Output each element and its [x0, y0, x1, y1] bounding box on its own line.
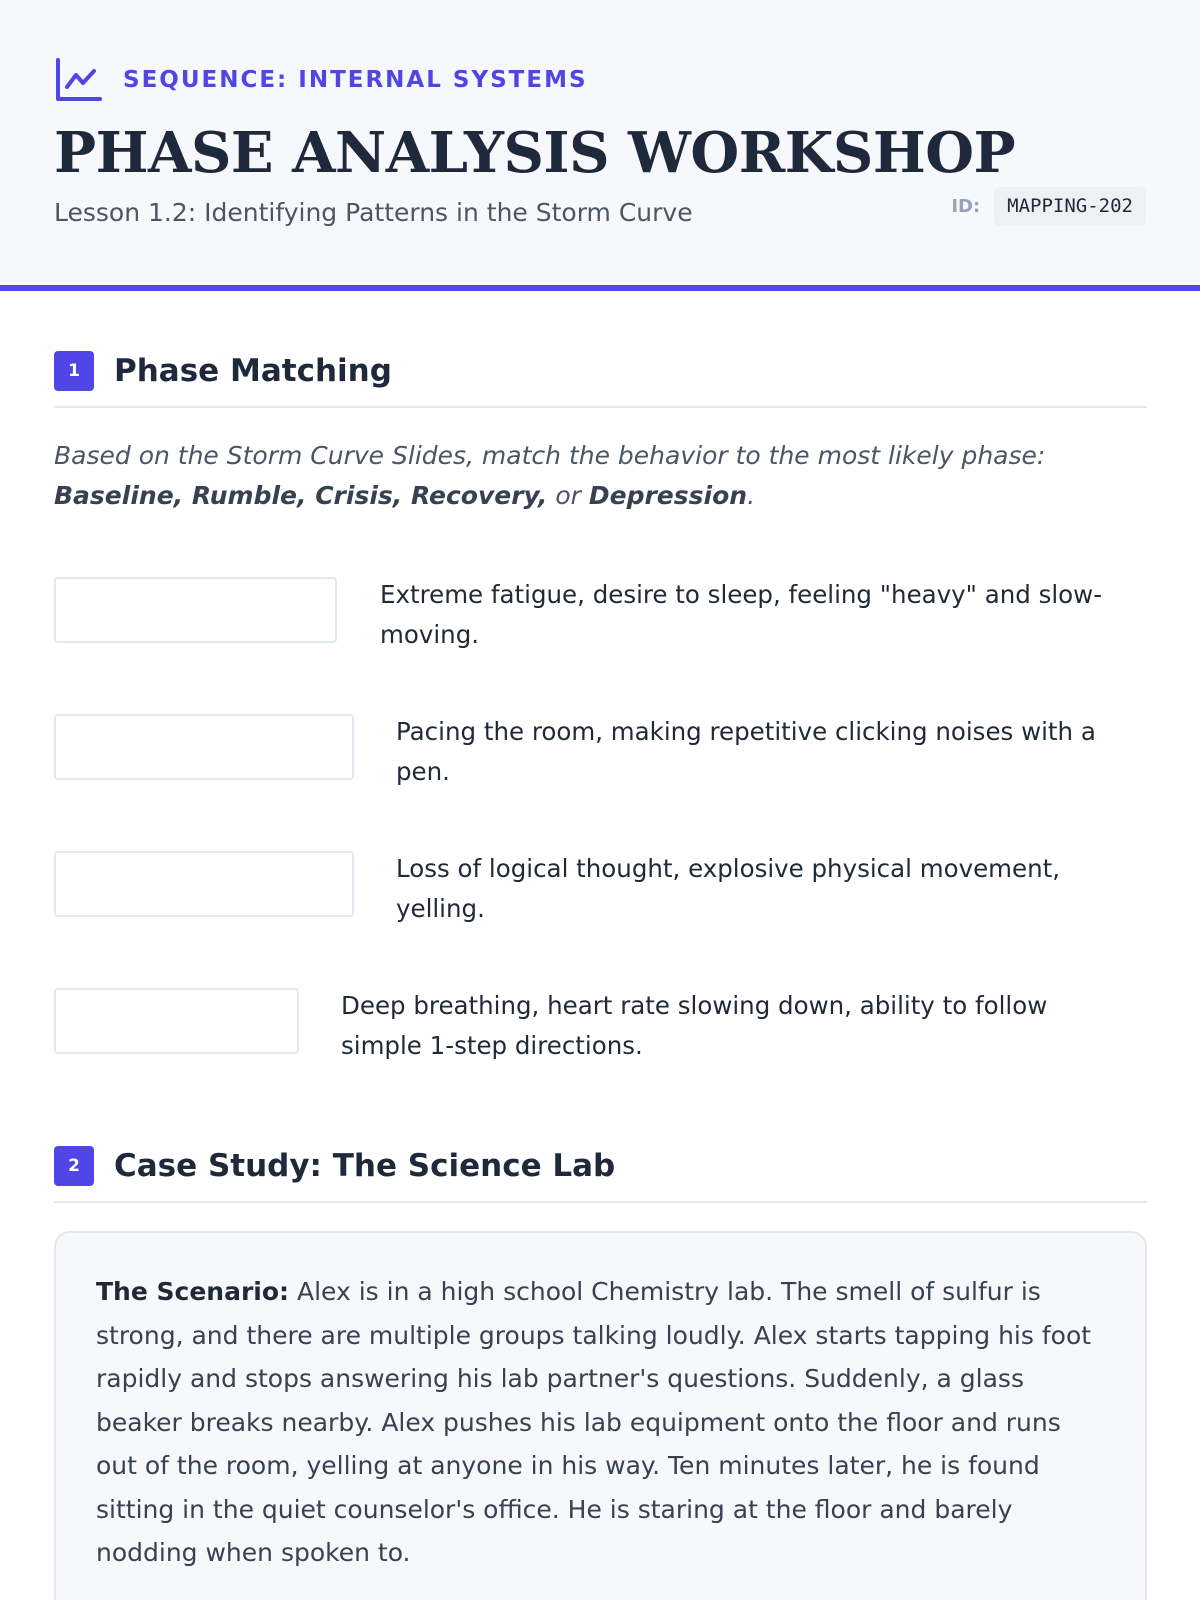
lesson-subtitle: Lesson 1.2: Identifying Patterns in the Storm Curve — [54, 198, 693, 227]
case-study-scenario — [54, 1231, 1147, 1600]
phase-answer-input[interactable] — [54, 988, 299, 1054]
matching-instructions — [54, 436, 1147, 516]
section-title: Phase Matching — [114, 353, 392, 389]
behavior-description: Loss of logical thought, explosive physical movement, yelling. — [396, 854, 1061, 923]
match-item — [54, 851, 1147, 931]
line-chart-icon — [54, 57, 102, 103]
worksheet-id — [951, 187, 1146, 226]
match-item — [54, 577, 1147, 657]
page-title: PHASE ANALYSIS WORKSHOP — [54, 120, 1016, 186]
phase-answer-input[interactable] — [54, 714, 354, 780]
match-item — [54, 988, 1147, 1068]
section-2-heading — [54, 1146, 1147, 1203]
behavior-description: Deep breathing, heart rate slowing down, ability to follow simple 1-step directions. — [341, 991, 1048, 1060]
section-number-badge: 2 — [54, 1146, 94, 1186]
section-1-heading — [54, 351, 1147, 408]
section-number-badge: 1 — [54, 351, 94, 391]
sequence-row — [54, 57, 588, 103]
behavior-description: Extreme fatigue, desire to sleep, feeling "heavy" and slow-moving. — [380, 580, 1103, 649]
phase-last: Depression — [588, 481, 748, 510]
scenario-text: Alex is in a high school Chemistry lab. The smell of sulfur is strong, and there are multiple groups talking loudly. Alex starts tapping his foot rapidly and stops answering his lab partner's questions. Suddenly, a glass beaker breaks nearby. Alex pushes his lab equipment onto the floor and runs out of the room, yelling at anyone in his way. Ten minutes later, he is found sitting in the quiet counselor's office. He is staring at the floor and barely nodding when spoken to. — [96, 1277, 1092, 1567]
instructions-end: . — [747, 481, 756, 510]
phase-list: Baseline, Rumble, Crisis, Recovery, — [54, 481, 548, 510]
id-label: ID: — [951, 196, 981, 217]
instructions-lead: Based on the Storm Curve Slides, match the behavior to the most likely phase: — [54, 441, 1046, 470]
page-header — [0, 0, 1200, 291]
match-item — [54, 714, 1147, 794]
sequence-label: SEQUENCE: INTERNAL SYSTEMS — [123, 67, 588, 93]
id-value: MAPPING-202 — [994, 187, 1146, 226]
instructions-or: or — [555, 481, 581, 510]
phase-answer-input[interactable] — [54, 577, 337, 643]
section-title: Case Study: The Science Lab — [114, 1148, 616, 1184]
scenario-label: The Scenario: — [96, 1277, 290, 1306]
phase-answer-input[interactable] — [54, 851, 354, 917]
behavior-description: Pacing the room, making repetitive clicking noises with a pen. — [396, 717, 1096, 786]
